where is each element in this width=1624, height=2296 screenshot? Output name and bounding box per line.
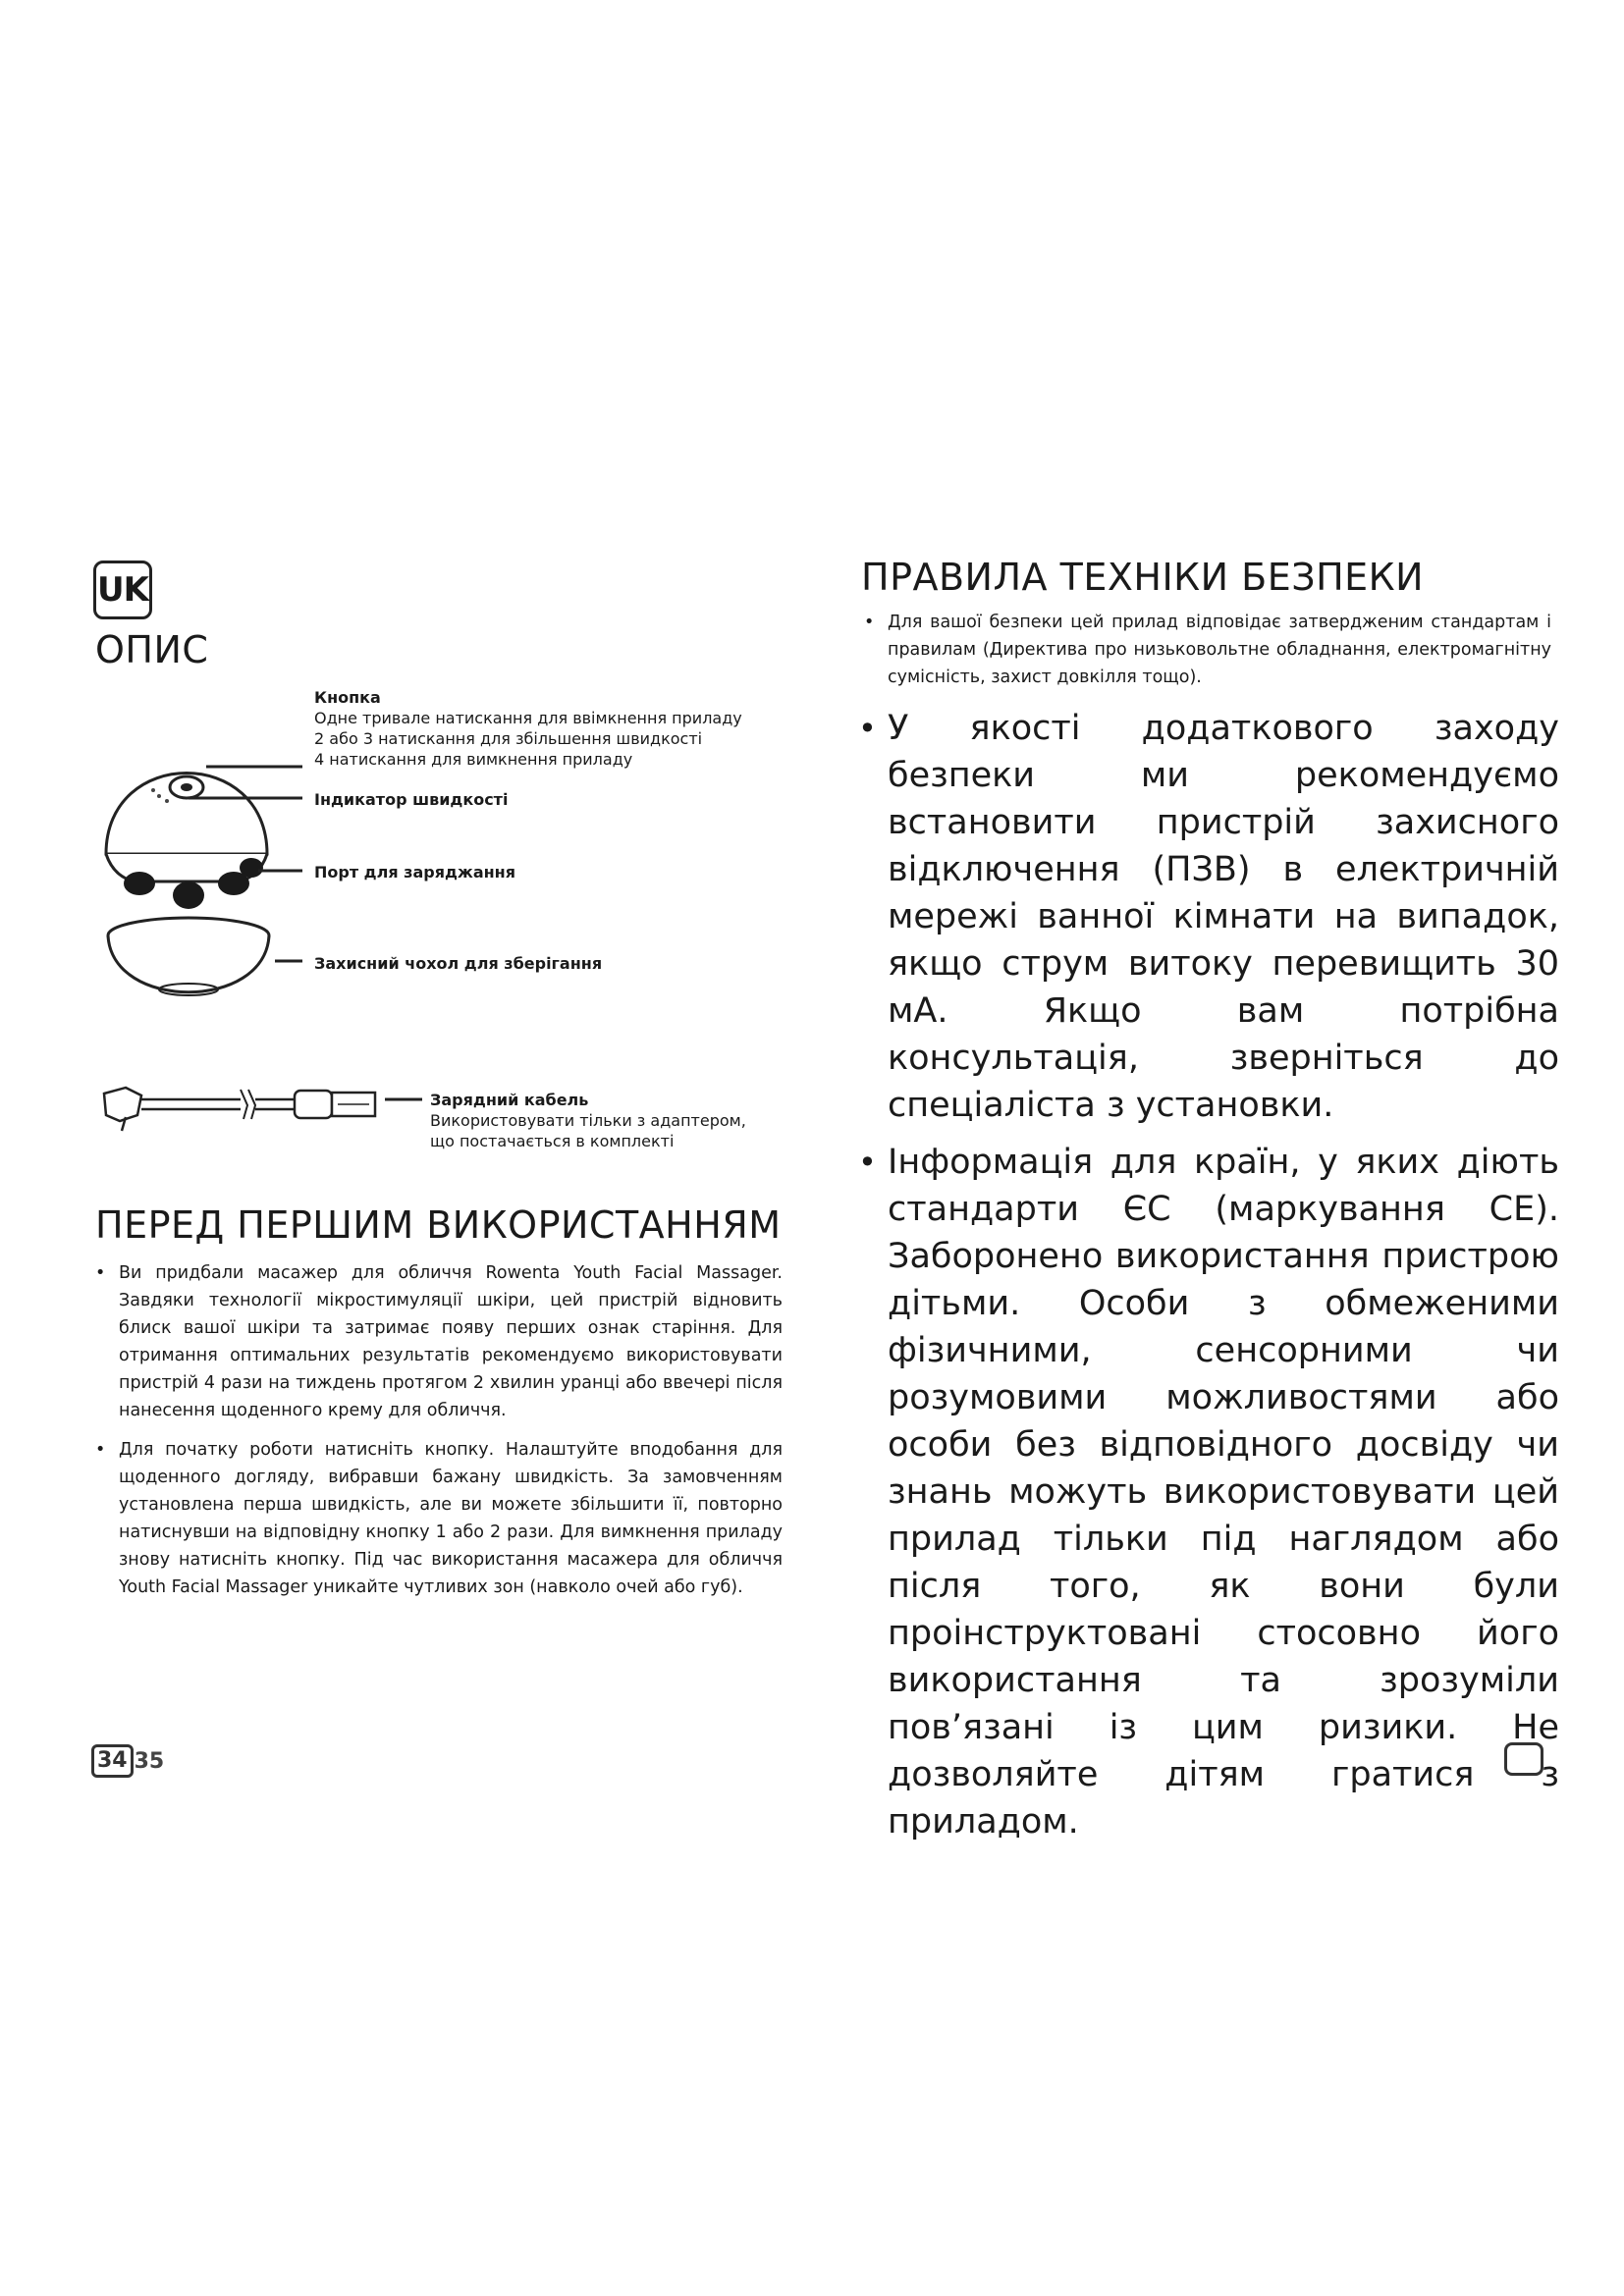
page-number-current: 34 [91,1744,134,1778]
speed-indicator-icon [151,788,155,792]
charging-cable-icon [104,1088,375,1131]
callout-button-line: Одне тривале натискання для ввімкнення приладу [314,709,742,727]
safety-list [862,705,1559,1855]
callout-button [314,687,742,770]
before-first-use-list [95,1259,783,1613]
callout-cable-line: Використовувати тільки з адаптером, [430,1111,746,1130]
product-diagram [98,677,785,1168]
callout-speed-indicator [314,789,508,810]
page-number-next: 35 [134,1748,165,1774]
callout-button-line: 4 натискання для вимкнення приладу [314,750,633,769]
list-item: • Для вашої безпеки цей прилад відповідає затвердженим стандартам і правилам (Директива про низьковольтне обладнання, електромагнітну сумісність, захист довкілля тощо). [864,609,1551,691]
callout-button-line: 2 або 3 натискання для збільшення швидкості [314,729,703,748]
before-first-use-title: ПЕРЕД ПЕРШИМ ВИКОРИСТАННЯМ [95,1203,782,1247]
list-item: • У якості додаткового заходу безпеки ми рекомендуємо встановити пристрій захисного відключення (ПЗВ) в електричній мережі ванної кімнати на випадок, якщо струм витоку перевищить 30 мА. Якщо вам потрібна консультація, зверніться до спеціаліста з установки. [862,705,1559,1129]
callout-button-title: Кнопка [314,688,381,707]
list-item: • Для початку роботи натисніть кнопку. Налаштуйте вподобання для щоденного догляду, вибравши бажану швидкість. За замовченням установлена перша швидкість, але ви можете збільшити її, повторно натиснувши на відповідну кнопку 1 або 2 рази. Для вимкнення приладу знову натисніть кнопку. Під час використання масажера для обличчя Youth Facial Massager уникайте чутливих зон (навколо очей або губ). [95,1436,783,1601]
callout-storage-cover [314,953,602,974]
callout-cable-title: Зарядний кабель [430,1091,589,1109]
page-numbers [91,1744,164,1778]
callout-charging-port-label: Порт для заряджання [314,863,516,881]
corner-mark-icon [1504,1742,1543,1776]
safety-title: ПРАВИЛА ТЕХНІКИ БЕЗПЕКИ [861,556,1425,599]
callout-speed-indicator-label: Індикатор швидкості [314,790,509,809]
callout-charging-cable [430,1090,746,1151]
safety-note [864,609,1551,703]
language-badge: UK [93,561,152,619]
list-item: • Інформація для країн, у яких діють стандарти ЄС (маркування CE). Заборонено використання пристрою дітьми. Особи з обмеженими фізичними, сенсорними чи розумовими можливостями або особи без відповідного досвіду чи знань можуть використовувати цей прилад тільки під наглядом або після того, як вони були проінструктовані стосовно його використання та зрозуміли пов’язані із цим ризики. Не дозволяйте дітям гратися з приладом. [862,1139,1559,1845]
callout-charging-port [314,862,515,882]
callout-storage-cover-label: Захисний чохол для зберігання [314,954,603,973]
list-item: • Ви придбали масажер для обличчя Rowenta Youth Facial Massager. Завдяки технології мікростимуляції шкіри, цей пристрій відновить блиск вашої шкіри та затримає появу перших ознак старіння. Для отримання оптимальних результатів рекомендуємо використовувати пристрій 4 рази на тиждень протягом 2 хвилин уранці або ввечері після нанесення щоденного крему для обличчя. [95,1259,783,1424]
description-title: ОПИС [95,628,209,671]
callout-cable-line: що постачається в комплекті [430,1132,675,1150]
